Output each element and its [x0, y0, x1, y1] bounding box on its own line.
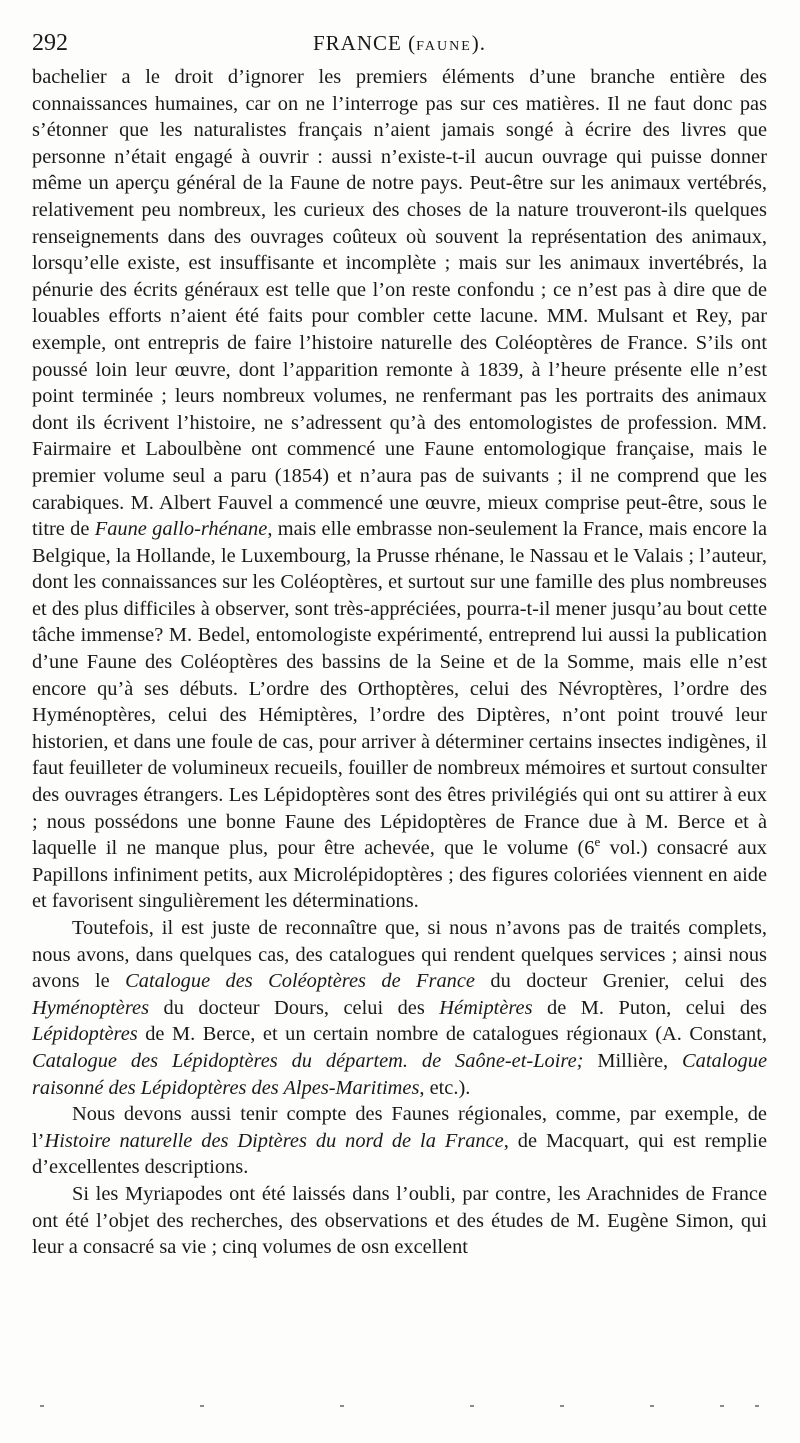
running-title	[32, 26, 767, 64]
page-number: 292	[32, 30, 68, 56]
italic-text: Catalogue des Lépidoptères du départem. de Saône-et-Loire;	[32, 1049, 584, 1072]
page-bottom-specks	[40, 1405, 760, 1417]
text-run: , mais elle embrasse non-seulement la France, mais encore la Belgique, la Hollande, le Luxembourg, la Prusse rhénane, le Nassau et le Valais ; l’auteur, dont les connaissances sur les Coléoptères, et surtout sur une famille des plus nombreuses et des plus difficiles à observer, sont très-appréciées, pourra-t-il mener jusqu’au bout cette tâche immense? M. Bedel, entomologiste expérimenté, entreprend lui aussi la publication d’une Faune des Coléoptères des bassins de la Seine et de la Somme, mais elle n’est encore qu’à ses débuts. L’ordre des Orthoptères, celui des Névroptères, l’ordre des Hyménoptères, celui des Hémiptères, l’ordre des Diptères, n’ont point trouvé leur historien, et dans une foule de cas, pour arriver à déterminer certains insectes indigènes, il faut feuilleter de volumineux recueils, fouiller de nombreux mémoires et surtout consulter des ouvrages étrangers. Les Lépidoptères sont des êtres privilégiés qui ont su attirer à eux ; nous possédons une bonne Faune des Lépidoptères de France due à M. Berce et à laquelle il ne manque plus, pour être achevée, que le volume (6	[32, 518, 767, 860]
text-run: e	[594, 834, 601, 850]
italic-text: Hémiptères	[439, 996, 533, 1019]
italic-text: Lépidoptères	[32, 1023, 138, 1046]
body-text	[32, 64, 767, 1261]
text-run: , etc.).	[419, 1076, 471, 1099]
speck	[200, 1405, 204, 1407]
text-run: de M. Puton, celui des	[532, 996, 767, 1019]
text-run: de M. Berce, et un certain nombre de catalogues régionaux (A. Constant,	[137, 1023, 767, 1046]
speck	[340, 1405, 344, 1407]
text-run: bachelier a le droit d’ignorer les premiers éléments d’une branche entière des connaissances humaines, car on ne l’interroge pas sur ces matières. Il ne faut donc pas s’étonner que les naturalistes français n’aient jamais songé à écrire des livres que personne n’était engagé à ouvrir : aussi n’existe-t-il aucun ouvrage qui puisse donner même un aperçu général de la Faune de notre pays. Peut-être sur les animaux vertébrés, relativement peu nombreux, les curieux des choses de la nature trouveront-ils quelques renseignements dans des ouvrages coûteux où souvent la représentation des animaux, lorsqu’elle existe, est insuffisante et incomplète ; mais sur les animaux invertébrés, la pénurie des écrits généraux est telle que l’on reste confondu ; ce n’est pas à dire que de louables efforts n’aient été faits pour combler cette lacune. MM. Mulsant et Rey, par exemple, ont entrepris de faire l’histoire naturelle des Coléoptères de France. S’ils ont poussé loin leur œuvre, dont l’apparition remonte à 1839, à l’heure présente elle n’est point terminée ; leurs nombreux volumes, ne renfermant pas les portraits des animaux dont ils écrivent l’histoire, ne s’adressent qu’à des entomologistes de profession. MM. Fairmaire et Laboulbène ont commencé une Faune entomologique française, mais le premier volume seul a paru (1854) et n’aura pas de suivants ; il ne comprend que les carabiques. M. Albert Fauvel a commencé une œuvre, mieux comprise peut-être, sous le titre de	[32, 66, 767, 541]
text-run: , de Macquart, qui est remplie d’excellentes descriptions.	[32, 1129, 767, 1179]
text-run: du docteur Dours, celui des	[149, 996, 440, 1019]
text-run: Si les Myriapodes ont été laissés dans l’oubli, par contre, les Arachnides de France ont été l’objet des recherches, des observations et des études de M. Eugène Simon, qui leur a consacré sa vie ; cinq volumes de osn excellent	[32, 1182, 767, 1259]
italic-text: Histoire naturelle des Diptères du nord de la France	[44, 1129, 504, 1152]
text-run: Nous devons aussi tenir compte des Faunes régionales, comme, par exemple, de l’	[32, 1103, 767, 1152]
text-run: vol.) consacré aux Papillons infiniment petits, aux Microlépidoptères ; des figures coloriées viennent en aide et favorisent singulièrement les déterminations.	[32, 837, 767, 913]
paragraph	[32, 1181, 767, 1261]
italic-text: Catalogue raisonné des Lépidoptères des Alpes-Maritimes	[32, 1049, 767, 1099]
text-run: Toutefois, il est juste de reconnaître que, si nous n’avons pas de traités complets, nous avons, dans quelques cas, des catalogues qui rendent quelques services ; ainsi nous avons le	[32, 917, 767, 993]
paragraph	[32, 915, 767, 1101]
speck	[720, 1405, 724, 1407]
speck	[560, 1405, 564, 1407]
paragraph	[32, 64, 767, 915]
text-run: du docteur Grenier, celui des	[474, 970, 767, 993]
paragraph	[32, 1101, 767, 1181]
running-title-main: FRANCE (	[313, 31, 417, 55]
text-run: Millière,	[583, 1049, 683, 1072]
italic-text: Hyménoptères	[32, 996, 150, 1019]
italic-text: Catalogue des Coléoptères de France	[125, 970, 475, 993]
speck	[40, 1405, 44, 1407]
speck	[755, 1405, 759, 1407]
speck	[470, 1405, 474, 1407]
italic-text: Faune gallo-rhénane	[94, 518, 268, 541]
speck	[650, 1405, 654, 1407]
running-title-small-caps: FAUNE	[416, 39, 472, 54]
page-header	[32, 26, 767, 60]
running-title-end: ).	[471, 31, 486, 55]
